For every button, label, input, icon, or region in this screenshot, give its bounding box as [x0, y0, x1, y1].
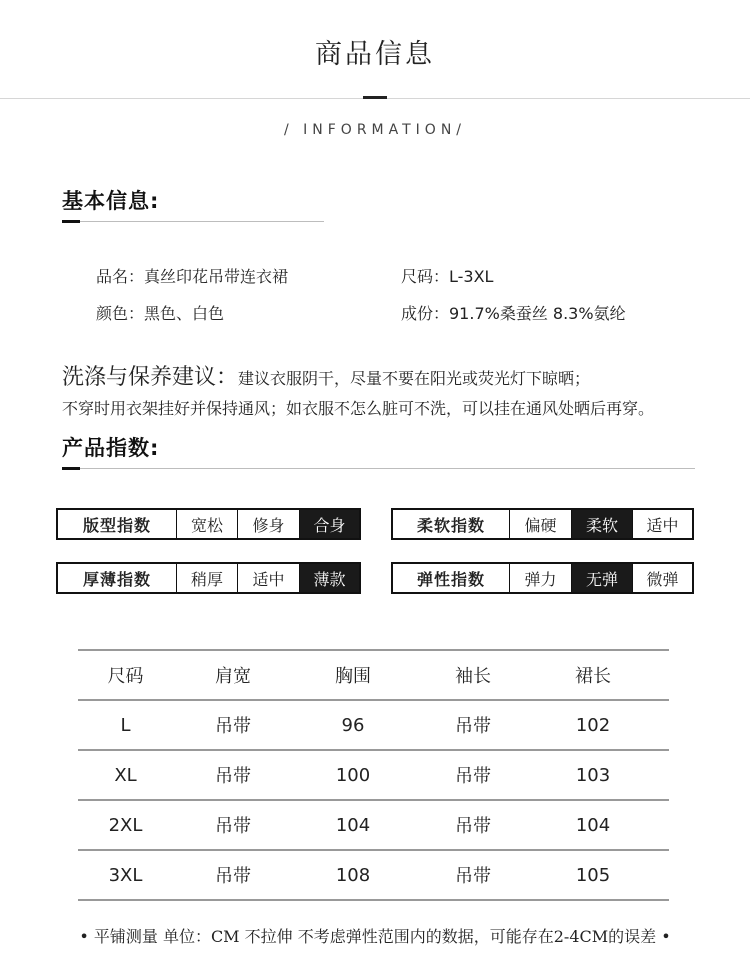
page-subtitle: / INFORMATION/: [283, 122, 467, 138]
cell-bust: 104: [335, 814, 371, 836]
elasticity-option-stretch: 弹力: [509, 564, 571, 592]
measurement-note: • 平铺测量 单位：CM 不拉伸 不考虑弹性范围内的数据，可能存在2-4CM的误差 •: [79, 927, 671, 946]
cell-size: XL: [114, 764, 137, 786]
elasticity-option-slight: 微弹: [632, 564, 692, 592]
cell-length: 102: [575, 714, 611, 736]
cell-shoulder: 吊带: [215, 766, 251, 787]
softness-index: [391, 508, 694, 540]
cell-sleeve: 吊带: [455, 766, 491, 787]
softness-option-soft: 柔软: [571, 510, 632, 538]
elasticity-option-none: 无弹: [571, 564, 632, 592]
product-index-divider: [62, 468, 695, 469]
softness-option-stiff: 偏硬: [509, 510, 571, 538]
header-bust: 胸围: [335, 666, 371, 687]
thickness-option-thin: 薄款: [299, 564, 359, 592]
basic-info-title: 基本信息:: [62, 189, 160, 213]
thickness-option-thick: 稍厚: [176, 564, 237, 592]
table-row: [78, 801, 669, 851]
cell-bust: 108: [335, 864, 371, 886]
care-text-line2: 不穿时用衣架挂好并保持通风；如衣服不怎么脏可不洗，可以挂在通风处晒后再穿。: [62, 399, 655, 418]
softness-index-label: 柔软指数: [416, 515, 485, 535]
title-accent-dash: [363, 96, 387, 99]
cell-shoulder: 吊带: [215, 816, 251, 837]
size-table: [78, 649, 669, 901]
cell-shoulder: 吊带: [215, 716, 251, 737]
fit-option-loose: 宽松: [176, 510, 237, 538]
cell-length: 105: [575, 864, 611, 886]
elasticity-index: [391, 562, 694, 594]
care-title: 洗涤与保养建议：: [62, 365, 239, 390]
cell-length: 103: [575, 764, 611, 786]
product-material: 成份：91.7%桑蚕丝 8.3%氨纶: [401, 304, 626, 323]
basic-info-divider: [62, 221, 324, 222]
thickness-option-medium: 适中: [237, 564, 299, 592]
cell-bust: 100: [335, 764, 371, 786]
cell-shoulder: 吊带: [215, 866, 251, 887]
cell-sleeve: 吊带: [455, 816, 491, 837]
cell-size: 3XL: [108, 864, 143, 886]
fit-option-regular: 合身: [299, 510, 359, 538]
product-color: 颜色：黑色、白色: [96, 304, 225, 323]
softness-option-medium: 适中: [632, 510, 692, 538]
care-text-line1: 建议衣服阴干，尽量不要在阳光或荧光灯下晾晒；: [238, 369, 591, 388]
elasticity-index-label: 弹性指数: [416, 569, 485, 589]
table-row: [78, 701, 669, 751]
page-title: 商品信息: [315, 39, 435, 70]
header-sleeve: 袖长: [455, 666, 491, 687]
care-heading-line: [62, 360, 590, 391]
cell-sleeve: 吊带: [455, 716, 491, 737]
basic-info-dash: [62, 220, 80, 223]
header-shoulder: 肩宽: [215, 666, 251, 687]
product-index-title: 产品指数:: [62, 436, 160, 460]
fit-index: [56, 508, 361, 540]
cell-size: 2XL: [108, 814, 143, 836]
header-size: 尺码: [107, 666, 144, 687]
thickness-index-label: 厚薄指数: [82, 569, 151, 589]
size-table-header: [78, 649, 669, 701]
table-row: [78, 851, 669, 901]
product-index-dash: [62, 467, 80, 470]
cell-size: L: [120, 714, 131, 736]
fit-index-label: 版型指数: [82, 515, 151, 535]
cell-sleeve: 吊带: [455, 866, 491, 887]
cell-bust: 96: [341, 714, 365, 736]
cell-length: 104: [575, 814, 611, 836]
table-row: [78, 751, 669, 801]
product-name: 品名：真丝印花吊带连衣裙: [96, 267, 289, 286]
fit-option-slim: 修身: [237, 510, 299, 538]
product-size: 尺码：L-3XL: [401, 267, 494, 286]
header-length: 裙长: [575, 666, 611, 687]
thickness-index: [56, 562, 361, 594]
